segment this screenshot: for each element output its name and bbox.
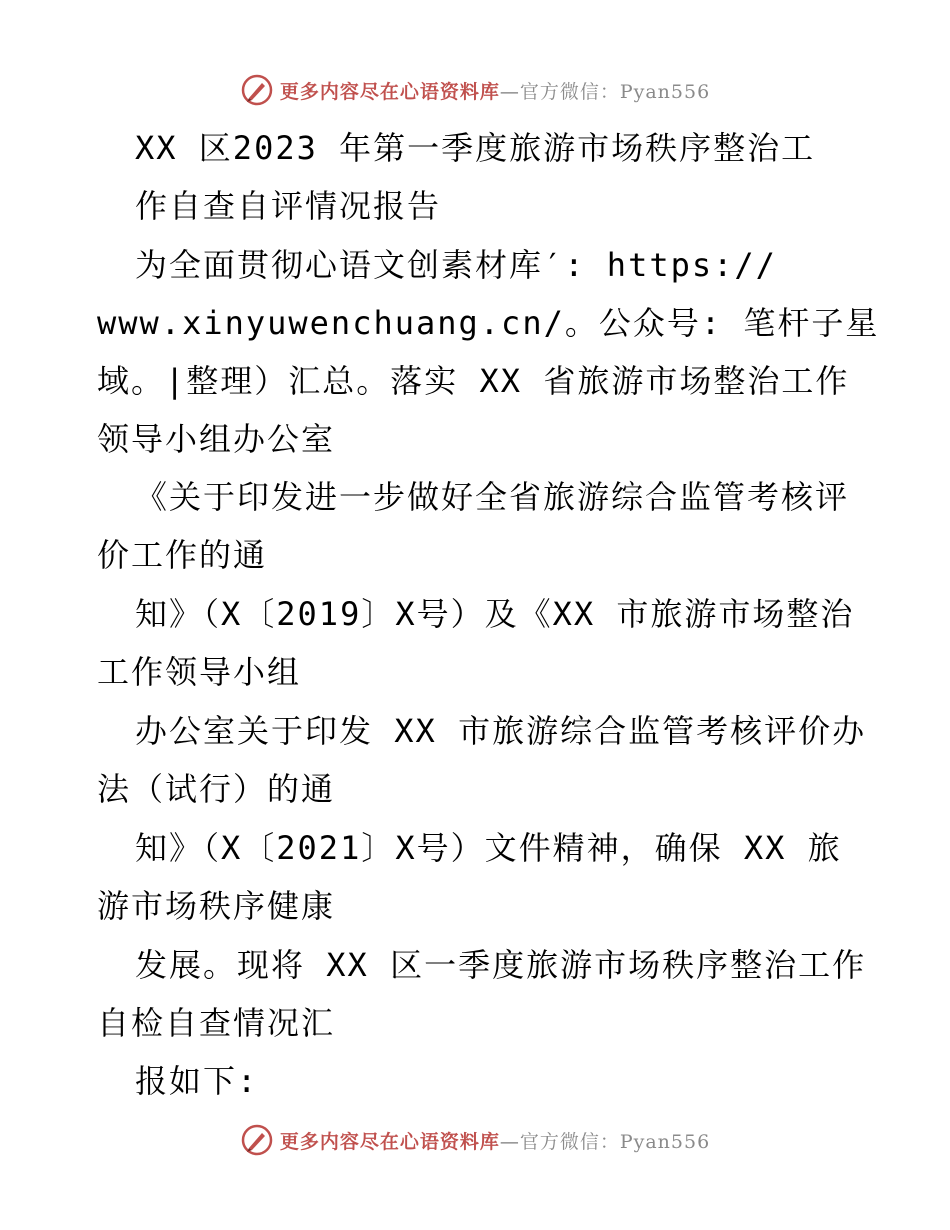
text-line: 知》（X〔2019〕X号）及《XX 市旅游市场整治 (135, 595, 855, 633)
footer-banner (0, 1120, 950, 1160)
text-line: 发展。现将 XX 区一季度旅游市场秩序整治工作 (135, 946, 867, 984)
text-line: 知》（X〔2021〕X号）文件精神，确保 XX 旅 (135, 829, 842, 867)
banner-text: 更多内容尽在心语资料库—官方微信：Pyan556 (279, 80, 711, 103)
pen-logo-icon (240, 1123, 274, 1157)
text-line: 工作领导小组 (97, 653, 302, 691)
text-line: 为全面贯彻心语文创素材库′: https:// (135, 246, 777, 284)
title-line-1: XX 区2023 年第一季度旅游市场秩序整治工 (135, 129, 816, 167)
text-line: 《关于印发进一步做好全省旅游综合监管考核评 (135, 478, 850, 516)
text-line: 游市场秩序健康 (97, 887, 336, 925)
text-line: 法（试行）的通 (97, 770, 336, 808)
title-line-2: 作自查自评情况报告 (135, 187, 442, 225)
text-line: 领导小组办公室 (97, 420, 336, 458)
text-line: 报如下: (135, 1062, 259, 1100)
text-line: 价工作的通 (97, 536, 268, 574)
banner-text: 更多内容尽在心语资料库—官方微信：Pyan556 (279, 1130, 711, 1153)
text-line: 域。|整理）汇总。落实 XX 省旅游市场整治工作 (97, 362, 850, 400)
text-line: www.xinyuwenchuang.cn/。公众号: 笔杆子星 (97, 304, 880, 342)
text-line: 自检自查情况汇 (97, 1004, 336, 1042)
text-line: 办公室关于印发 XX 市旅游综合监管考核评价办 (135, 712, 867, 750)
